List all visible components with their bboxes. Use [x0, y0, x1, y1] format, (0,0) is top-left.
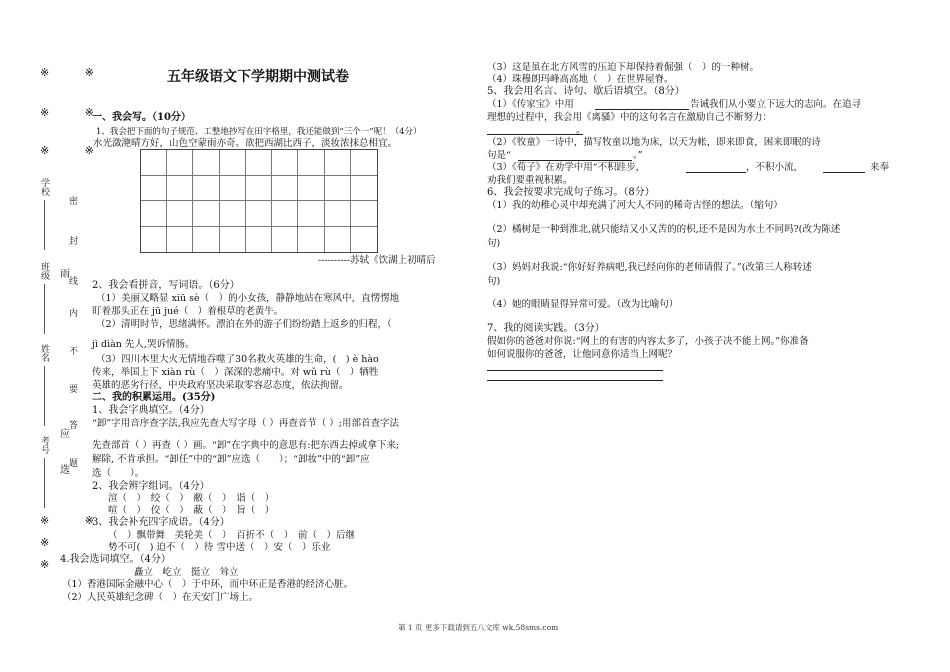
s2-q4-line-1: （1）香港国际金融中心（ ）于中环，而中环正是香港的经济心脏。 [62, 579, 354, 590]
seal-char-4: 内 [67, 308, 77, 317]
q5-3-start: （3）《荀子》在劝学中用“不积跬步， [487, 162, 646, 173]
margin-stars-6: ※ [40, 558, 66, 571]
page-title: 五年级语文下学期期中测试卷 [167, 69, 349, 85]
right-line-4: （4）珠穆朗玛峰高高地（ ）在世界屋脊。 [487, 74, 674, 85]
poem-source: ----------苏轼《饮湖上初晴后 [318, 255, 436, 266]
s2-q2-row-2: 喧（ ） 佼（ ） 蔽（ ） 旨（ ） [108, 505, 275, 516]
s1-q2-line-4: jì diàn 先人,哭诉情肠。 [92, 339, 195, 350]
margin-stars-3: ※ ※ [40, 144, 110, 157]
writing-grid [140, 149, 378, 253]
s1-q2-line-1: （1）美丽又略显 xiū sè（ ）的小女孩，静静地站在寒风中，直愣愣地 [96, 293, 400, 304]
q5-1-answer-line[interactable] [487, 134, 583, 135]
q5-2-line-1: （2）《牧童》一诗中，描写牧童以地为床，以天为帐，即来即食，困来即眠的诗 [487, 137, 821, 148]
class-line [44, 284, 45, 334]
seal-char-5: 不 [67, 346, 77, 355]
s2-question-2: 2、我会辨字组词。（4分） [92, 481, 210, 492]
margin-stars-5: ※ [40, 536, 66, 549]
s1-question-1: 1、我会把下面的句子规范、工整地抄写在田字格里，我还能做到“三个一”呢！（4分） [96, 127, 422, 137]
q5-1-start: （1）《传家宝》中用 [487, 99, 574, 110]
s2-q3-row-1: （ ）飘带舞 美轮美（ ） 百折不（ ） 前（ ）后继 [108, 530, 356, 541]
s1-q2-line-7: 英雄的恶劣行径，中央政府坚决采取零容忍态度，依法拘留。 [92, 380, 349, 391]
seal-char-3: 线 [67, 276, 77, 285]
question-6: 6、我会按要求完成句子练习。（8分） [487, 187, 655, 198]
s2-q1-line-1: “卸”字用音序查字法,我应先查大写字母（ ）再查音节（ ）;用部首查字法 [92, 418, 399, 429]
s1-q2-line-2: 盯着那头正在 jū jué（ ）着根草的老黄牛。 [92, 306, 284, 317]
s2-question-4: 4.我会选词填空。（4分） [60, 554, 171, 565]
margin-char-xuan: 选 [60, 465, 70, 476]
s1-q2-line-5: （3）四川木里大火无情地吞噬了30名救火英雄的生命，( ) è hào [96, 354, 379, 365]
seal-char-7: 答 [67, 420, 77, 429]
seal-char-6: 要 [67, 384, 77, 393]
s1-q2-line-6: 传来，举国上下 xiàn rù（ ）深深的悲痛中。对 wǔ rù（ ）牺牲 [92, 367, 379, 378]
class-label: 班级 [39, 262, 49, 280]
q5-3-blank-2[interactable] [823, 172, 865, 173]
q5-3-blank-1[interactable] [686, 172, 746, 173]
q7-line-1: 假如你的爸爸对你说:“网上的有害的内容太多了，小孩子决不能上网。”你准备 [487, 336, 809, 347]
s1-question-2: 2、我会看拼音，写词语。（6分） [92, 280, 240, 291]
s2-q3-row-2: 势不可( ) 迫不（ ）待 雪中送（ ）安（ ）乐业 [108, 542, 331, 553]
question-5: 5、我会用名言、诗句、歇后语填空。（8分） [487, 86, 685, 97]
question-7: 7、我的阅读实践。（3分） [487, 323, 605, 334]
q6-2-line-1: （2）橘树是一种到淮北,就只能结又小又苦的的枳,还不是因为水土不同吗?(改为陈述 [487, 224, 841, 235]
q7-answer-line-1[interactable] [487, 370, 663, 371]
q5-1-period: 。 [576, 125, 586, 136]
s2-q1-line-3: 解除, 不肯承担。“卸任”中的“卸”应选（ ）；“卸妆”中的“卸”应 [92, 454, 370, 465]
s2-q4-line-2: （2）人民英雄纪念碑（ ）在天安门广场上。 [62, 592, 259, 603]
section-2-heading: 二、我的积累运用。(35分) [92, 392, 216, 403]
s1-q2-line-3: （2）清明时节，思绪满怀。漂泊在外的游子们纷纷踏上返乡的归程，（ [96, 319, 392, 330]
q5-1-end: 告诫我们从小要立下远大的志向。在追寻 [690, 99, 862, 110]
seal-char-1: 密 [67, 196, 77, 205]
margin-char-ying: 应 [60, 429, 70, 440]
right-line-3: （3）这是虽在北方风雪的压迫下却保持着倔强（ ）的一种树。 [487, 62, 760, 73]
s2-q4-words: 矗立 屹立 挺立 耸立 [134, 567, 239, 578]
q6-1: （1）我的幼稚心灵中却充满了河大人不同的稀奇古怪的想法。（缩句） [487, 200, 783, 211]
seal-char-8: 题 [67, 458, 77, 467]
q6-3-line-2: 句) [487, 276, 501, 287]
page-footer: 第 1 页 更多下载请到五八文库 wk.58sms.com [398, 623, 559, 632]
margin-stars-1: ※ ※ [40, 66, 110, 79]
margin-stars-2: ※ ※ [40, 106, 110, 119]
q6-3-line-1: （3）妈妈对我说:“你好好养病吧,我已经向你的老师请假了。”(改第三人称转述 [487, 262, 812, 273]
q6-2-line-2: 句) [487, 238, 501, 249]
q7-answer-line-2[interactable] [487, 380, 663, 381]
seal-char-2: 封 [67, 236, 77, 245]
s1-poem: 水光潋滟晴方好，山色空蒙雨亦奇。欲把西湖比西子，淡妆浓抹总相宜。 [93, 138, 398, 149]
q5-2-start: 句是“ [487, 150, 511, 161]
number-line [44, 458, 45, 508]
q6-4: （4）她的眼睛显得异常可爱。（改为比喻句） [487, 299, 679, 310]
q5-3-middle: ，不积小流， [746, 162, 804, 173]
s2-q1-line-4: 选（ ）。 [92, 468, 145, 479]
q5-3-line-2: 劝我们要重视积累。 [487, 175, 573, 186]
name-label: 姓名 [39, 344, 49, 362]
s2-q2-row-1: 渲（ ） 绞（ ） 敝（ ） 诣（ ） [108, 493, 275, 504]
q5-3-end: 来奉 [870, 162, 890, 173]
s2-question-3: 3、我会补充四字成语。（4分） [92, 517, 230, 528]
q5-2-end: 。” [633, 150, 643, 161]
s2-question-1: 1、我会字典填空。（4分） [92, 405, 210, 416]
school-label: 学校 [39, 178, 49, 196]
q7-line-2: 如何说服你的爸爸，让他同意你适当上网呢？ [487, 349, 678, 360]
number-label: 考号 [39, 436, 49, 454]
q5-1-line-2: 理想的过程中，我会用《离骚》中的这句名言在激励自己不断努力： [487, 112, 773, 123]
school-line [44, 200, 45, 250]
margin-stars-4: ※ ※ [40, 514, 110, 527]
section-1-heading: 一、我会写。（10分） [92, 112, 191, 123]
s2-q1-line-2: 先查部首（ ）再查（ ）画。“卸”在字典中的意思有:把东西去掉或拿下来; [92, 440, 400, 451]
name-line [44, 366, 45, 426]
margin-char-rain: 雨 [60, 269, 70, 280]
q5-1-blank[interactable] [595, 109, 689, 110]
